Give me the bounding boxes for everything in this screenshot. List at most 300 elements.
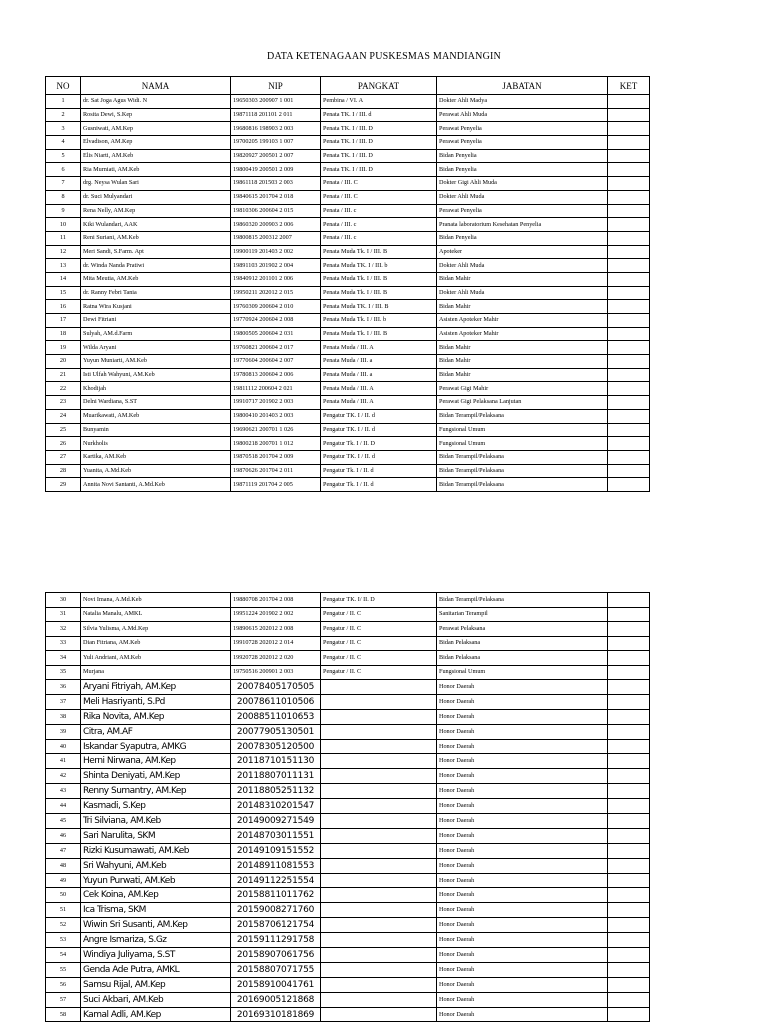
cell-no: 37 [46,694,81,709]
cell-nip: 19951224 201902 2 002 [231,607,321,622]
cell-jabatan: Honor Daerah [437,769,608,784]
cell-jabatan: Honor Daerah [437,680,608,695]
cell-ket [608,259,650,273]
cell-pangkat: Pengatur Tk. I / II. d [321,478,437,492]
table-row [46,739,650,754]
table-row [46,858,650,873]
cell-no: 22 [46,382,81,396]
cell-nip: 19861118 201503 2 003 [231,177,321,191]
cell-nama: Ica Trisma, SKM [81,903,231,918]
cell-nip: 19860320 200903 2 006 [231,218,321,232]
cell-jabatan: Perawat Ahli Muda [437,108,608,122]
cell-no: 14 [46,272,81,286]
cell-no: 39 [46,724,81,739]
cell-nip: 19700205 199103 1 007 [231,136,321,150]
cell-pangkat: Pengatur / II. C [321,636,437,651]
cell-nip: 19650303 200907 1 001 [231,95,321,109]
cell-pangkat: Penata / III. c [321,218,437,232]
cell-ket [608,190,650,204]
cell-nip: 19910728 202012 2 014 [231,636,321,651]
cell-jabatan: Pranata laboratorium Kesehatan Penyelia [437,218,608,232]
cell-nip: 20158807071755 [231,962,321,977]
cell-nip: 19871118 201101 2 011 [231,108,321,122]
cell-jabatan: Bidan Terampil/Pelaksana [437,409,608,423]
cell-no: 40 [46,739,81,754]
cell-no: 56 [46,977,81,992]
table-row [46,724,650,739]
cell-jabatan: Bidan Terampil/Pelaksana [437,593,608,608]
cell-nama: Dian Fitriana, AM.Keb [81,636,231,651]
cell-no: 21 [46,368,81,382]
table-row [46,259,650,273]
cell-no: 53 [46,933,81,948]
cell-jabatan: Honor Daerah [437,709,608,724]
cell-nama: Kamal Adli, AM.Kep [81,1007,231,1022]
cell-nip: 19760821 200604 2 017 [231,341,321,355]
cell-pangkat: Penata Muda / III. A [321,341,437,355]
cell-no: 18 [46,327,81,341]
cell-jabatan: Bidan Penyelia [437,163,608,177]
table-row [46,607,650,622]
cell-nip: 20078611010506 [231,694,321,709]
cell-jabatan: Honor Daerah [437,903,608,918]
cell-nama: Elvadison, AM.Kep [81,136,231,150]
table-row [46,286,650,300]
table-row [46,231,650,245]
cell-ket [608,478,650,492]
cell-ket [608,962,650,977]
cell-no: 24 [46,409,81,423]
cell-no: 8 [46,190,81,204]
cell-nip: 19870518 201704 2 009 [231,450,321,464]
cell-nama: Shinta Deniyati, AM.Kep [81,769,231,784]
cell-pangkat: Penata Muda TK. I / III. B [321,300,437,314]
cell-nama: Cek Koina, AM.Kep [81,888,231,903]
cell-nip: 20158910041761 [231,977,321,992]
cell-nama: Ratna Wira Kusjani [81,300,231,314]
cell-ket [608,665,650,680]
cell-no: 43 [46,784,81,799]
cell-nama: Natalia Manalu, AMKL [81,607,231,622]
cell-pangkat: Penata TK. I / III. D [321,163,437,177]
cell-no: 45 [46,814,81,829]
cell-pangkat: Penata Muda / III. A [321,382,437,396]
staff-table-page-1 [45,76,650,492]
cell-nip: 19800505 200604 2 031 [231,327,321,341]
cell-nama: Windiya Juliyama, S.ST [81,948,231,963]
table-row [46,122,650,136]
cell-nama: dr. Ranny Febri Tania [81,286,231,300]
cell-nip: 19910717 201902 2 003 [231,396,321,410]
cell-nama: Iskandar Syaputra, AMKG [81,739,231,754]
header-ket: KET [608,77,650,95]
header-nama: NAMA [81,77,231,95]
table-row [46,903,650,918]
cell-nama: Meri Sandi, S.Farm. Apt [81,245,231,259]
cell-no: 58 [46,1007,81,1022]
cell-jabatan: Honor Daerah [437,694,608,709]
cell-pangkat: Penata TK. I / III. d [321,108,437,122]
table-row [46,694,650,709]
table-row [46,814,650,829]
cell-jabatan: Honor Daerah [437,739,608,754]
cell-ket [608,95,650,109]
cell-pangkat [321,799,437,814]
cell-no: 7 [46,177,81,191]
header-jabatan: JABATAN [437,77,608,95]
table-row [46,368,650,382]
cell-pangkat [321,739,437,754]
cell-no: 44 [46,799,81,814]
cell-no: 35 [46,665,81,680]
cell-no: 13 [46,259,81,273]
cell-pangkat: Penata / III. C [321,190,437,204]
cell-jabatan: Dokter Ahli Madya [437,95,608,109]
cell-jabatan: Honor Daerah [437,992,608,1007]
cell-ket [608,828,650,843]
cell-jabatan: Asisten Apoteker Mahir [437,314,608,328]
cell-jabatan: Bidan Terampil/Pelaksana [437,464,608,478]
cell-nama: Meli Hasriyanti, S.Pd [81,694,231,709]
cell-nip: 19760309 200604 2 010 [231,300,321,314]
cell-nama: Rizki Kusumawati, AM.Keb [81,843,231,858]
cell-no: 28 [46,464,81,478]
cell-pangkat: Penata / III. c [321,204,437,218]
cell-ket [608,341,650,355]
table-row [46,478,650,492]
cell-jabatan: Perawat Penyelia [437,122,608,136]
table-row [46,450,650,464]
cell-nama: Herni Nirwana, AM.Kep [81,754,231,769]
cell-jabatan: Perawat Pelaksana [437,622,608,637]
table-row [46,95,650,109]
cell-ket [608,724,650,739]
cell-nama: Citra, AM.AF [81,724,231,739]
table-row [46,680,650,695]
cell-jabatan: Honor Daerah [437,754,608,769]
cell-nip: 20149009271549 [231,814,321,829]
cell-nama: Elis Niarti, AM.Keb [81,149,231,163]
cell-nip: 20148911081553 [231,858,321,873]
cell-nip: 19950211 202012 2 015 [231,286,321,300]
cell-no: 10 [46,218,81,232]
cell-jabatan: Bidan Mahir [437,300,608,314]
cell-ket [608,177,650,191]
cell-nip: 20169005121868 [231,992,321,1007]
cell-jabatan: Honor Daerah [437,918,608,933]
cell-jabatan: Honor Daerah [437,873,608,888]
cell-pangkat: Pembina / VI. A [321,95,437,109]
table-row [46,136,650,150]
cell-pangkat: Penata Muda / III. A [321,396,437,410]
cell-ket [608,163,650,177]
cell-pangkat [321,843,437,858]
cell-pangkat: Pengatur TK. I / II. d [321,409,437,423]
table-row [46,828,650,843]
cell-ket [608,636,650,651]
cell-nama: Sri Wahyuni, AM.Keb [81,858,231,873]
cell-nama: Wilda Aryani [81,341,231,355]
table-row [46,218,650,232]
header-no: NO [46,77,81,95]
cell-nama: drg. Neysa Wulan Sari [81,177,231,191]
cell-pangkat: Pengatur Tk. I / II. D [321,437,437,451]
cell-ket [608,368,650,382]
cell-ket [608,136,650,150]
cell-no: 36 [46,680,81,695]
cell-pangkat [321,814,437,829]
table-row [46,396,650,410]
cell-pangkat: Pengatur / II. C [321,607,437,622]
cell-pangkat: Pengatur TK. I / II. d [321,450,437,464]
cell-no: 2 [46,108,81,122]
cell-no: 30 [46,593,81,608]
cell-ket [608,218,650,232]
cell-pangkat: Penata Muda Tk. I / III. B [321,272,437,286]
cell-jabatan: Bidan Mahir [437,272,608,286]
cell-nip: 19810306 200604 2 015 [231,204,321,218]
table-row [46,190,650,204]
cell-no: 33 [46,636,81,651]
cell-jabatan: Honor Daerah [437,962,608,977]
cell-pangkat: Penata Muda / III. a [321,368,437,382]
cell-nama: Rika Novita, AM.Kep [81,709,231,724]
cell-nama: Sari Narulita, SKM [81,828,231,843]
cell-nama: Isti Ulfah Wahyuni, AM.Keb [81,368,231,382]
cell-no: 9 [46,204,81,218]
cell-nip: 20159008271760 [231,903,321,918]
cell-ket [608,108,650,122]
cell-no: 12 [46,245,81,259]
cell-nip: 20149109151552 [231,843,321,858]
cell-jabatan: Perawat Penyelia [437,136,608,150]
cell-nama: Dewi Fitriani [81,314,231,328]
cell-ket [608,437,650,451]
cell-pangkat: Penata / III. c [321,231,437,245]
cell-no: 27 [46,450,81,464]
cell-pangkat [321,873,437,888]
cell-nip: 19811112 200604 2 021 [231,382,321,396]
cell-nama: Yuyun Purwati, AM.Keb [81,873,231,888]
table-row [46,272,650,286]
cell-ket [608,300,650,314]
cell-nip: 19800815 200312 2007 [231,231,321,245]
cell-ket [608,888,650,903]
cell-no: 15 [46,286,81,300]
cell-nip: 19680816 198903 2 003 [231,122,321,136]
cell-no: 49 [46,873,81,888]
cell-jabatan: Bidan Penyelia [437,149,608,163]
cell-nama: Suci Akbari, AM.Keb [81,992,231,1007]
cell-jabatan: Bidan Terampil/Pelaksana [437,478,608,492]
table-row [46,423,650,437]
table-row [46,754,650,769]
cell-nama: Angre Ismariza, S.Gz [81,933,231,948]
table-row [46,204,650,218]
table-row [46,636,650,651]
cell-no: 16 [46,300,81,314]
cell-pangkat: Pengatur / II. C [321,622,437,637]
cell-nip: 20077905130501 [231,724,321,739]
cell-pangkat [321,858,437,873]
table-row [46,314,650,328]
cell-nip: 19770924 200604 2 008 [231,314,321,328]
cell-jabatan: Honor Daerah [437,799,608,814]
cell-pangkat: Pengatur / II. C [321,651,437,666]
cell-ket [608,204,650,218]
cell-jabatan: Honor Daerah [437,784,608,799]
cell-ket [608,680,650,695]
table-row [46,651,650,666]
cell-ket [608,149,650,163]
table-row [46,769,650,784]
table-row [46,873,650,888]
cell-ket [608,948,650,963]
cell-jabatan: Bidan Terampil/Pelaksana [437,450,608,464]
cell-no: 32 [46,622,81,637]
cell-no: 47 [46,843,81,858]
cell-pangkat [321,694,437,709]
cell-ket [608,231,650,245]
cell-jabatan: Bidan Pelaksana [437,636,608,651]
table-row [46,300,650,314]
cell-no: 34 [46,651,81,666]
cell-nama: Kartika, AM.Keb [81,450,231,464]
cell-ket [608,382,650,396]
cell-ket [608,245,650,259]
table-row [46,593,650,608]
cell-nama: Nurkholis [81,437,231,451]
cell-pangkat [321,977,437,992]
cell-ket [608,286,650,300]
cell-pangkat [321,769,437,784]
cell-nip: 20148703011551 [231,828,321,843]
table-row [46,382,650,396]
table-row [46,665,650,680]
cell-nip: 19820927 200501 2 007 [231,149,321,163]
cell-ket [608,423,650,437]
cell-ket [608,1007,650,1022]
cell-pangkat: Penata Muda Tk. I / III. B [321,286,437,300]
cell-nama: Khodijah [81,382,231,396]
table-row [46,948,650,963]
cell-nip: 20118710151130 [231,754,321,769]
cell-ket [608,873,650,888]
cell-no: 20 [46,355,81,369]
cell-nip: 20118807011131 [231,769,321,784]
cell-nama: Rosita Dewi, S.Kep [81,108,231,122]
cell-jabatan: Bidan Mahir [437,355,608,369]
cell-pangkat [321,948,437,963]
cell-jabatan: Sanitarian Terampil [437,607,608,622]
table-row [46,177,650,191]
cell-jabatan: Honor Daerah [437,843,608,858]
cell-ket [608,784,650,799]
cell-nip: 20078305120500 [231,739,321,754]
cell-ket [608,396,650,410]
cell-ket [608,694,650,709]
table-row [46,843,650,858]
table-row [46,327,650,341]
cell-nip: 20169310181869 [231,1007,321,1022]
cell-jabatan: Perawat Gigi Mahir [437,382,608,396]
table-row [46,918,650,933]
cell-ket [608,355,650,369]
cell-ket [608,314,650,328]
cell-nip: 20158706121754 [231,918,321,933]
cell-nip: 19800419 200501 2 009 [231,163,321,177]
cell-pangkat [321,992,437,1007]
cell-nama: Gusniwati, AM.Kep [81,122,231,136]
cell-ket [608,814,650,829]
cell-pangkat: Penata TK. I / III. D [321,136,437,150]
cell-no: 26 [46,437,81,451]
cell-pangkat [321,709,437,724]
cell-jabatan: Dokter Ahli Muda [437,259,608,273]
table-row [46,1007,650,1022]
cell-jabatan: Bidan Pelaksana [437,651,608,666]
cell-ket [608,977,650,992]
cell-pangkat: Penata TK. I / III. D [321,122,437,136]
table-row [46,108,650,122]
cell-jabatan: Perawat Penyelia [437,204,608,218]
cell-nama: Renny Sumantry, AM.Kep [81,784,231,799]
cell-pangkat [321,828,437,843]
table-row [46,163,650,177]
cell-jabatan: Bidan Mahir [437,368,608,382]
cell-nip: 19690621 200701 1 026 [231,423,321,437]
cell-nama: dr. Winda Nanda Pratiwi [81,259,231,273]
cell-ket [608,769,650,784]
cell-nama: Kasmadi, S.Kep [81,799,231,814]
cell-pangkat: Penata / III. C [321,177,437,191]
cell-pangkat: Pengatur / II. C [321,665,437,680]
cell-jabatan: Fungsional Umum [437,423,608,437]
cell-ket [608,622,650,637]
cell-nama: dr. Suci Mulyandari [81,190,231,204]
cell-nama: Reni Suriani, AM.Keb [81,231,231,245]
cell-jabatan: Honor Daerah [437,933,608,948]
cell-no: 41 [46,754,81,769]
cell-pangkat [321,933,437,948]
cell-ket [608,918,650,933]
document-title: DATA KETENAGAAN PUSKESMAS MANDIANGIN [267,51,501,62]
cell-nama: Novi Imana, A.Md.Keb [81,593,231,608]
cell-ket [608,122,650,136]
cell-no: 48 [46,858,81,873]
table-row [46,933,650,948]
cell-jabatan: Dokter Gigi Ahli Muda [437,177,608,191]
cell-nip: 19840615 201704 2 018 [231,190,321,204]
cell-nama: Muarikawati, AM.Keb [81,409,231,423]
cell-no: 25 [46,423,81,437]
cell-nip: 19920728 202012 2 020 [231,651,321,666]
cell-nip: 20148310201547 [231,799,321,814]
cell-pangkat: Penata Muda Tk. I / III. b [321,314,437,328]
cell-no: 42 [46,769,81,784]
cell-pangkat: Penata TK. I / III. D [321,149,437,163]
cell-nama: Mita Meutia, AM.Keb [81,272,231,286]
cell-pangkat [321,903,437,918]
cell-no: 50 [46,888,81,903]
table-row [46,977,650,992]
cell-nip: 19800218 200701 1 012 [231,437,321,451]
cell-jabatan: Honor Daerah [437,814,608,829]
cell-nip: 19890615 202012 2 008 [231,622,321,637]
table-row [46,464,650,478]
cell-no: 11 [46,231,81,245]
cell-pangkat: Penata Muda / III. a [321,355,437,369]
